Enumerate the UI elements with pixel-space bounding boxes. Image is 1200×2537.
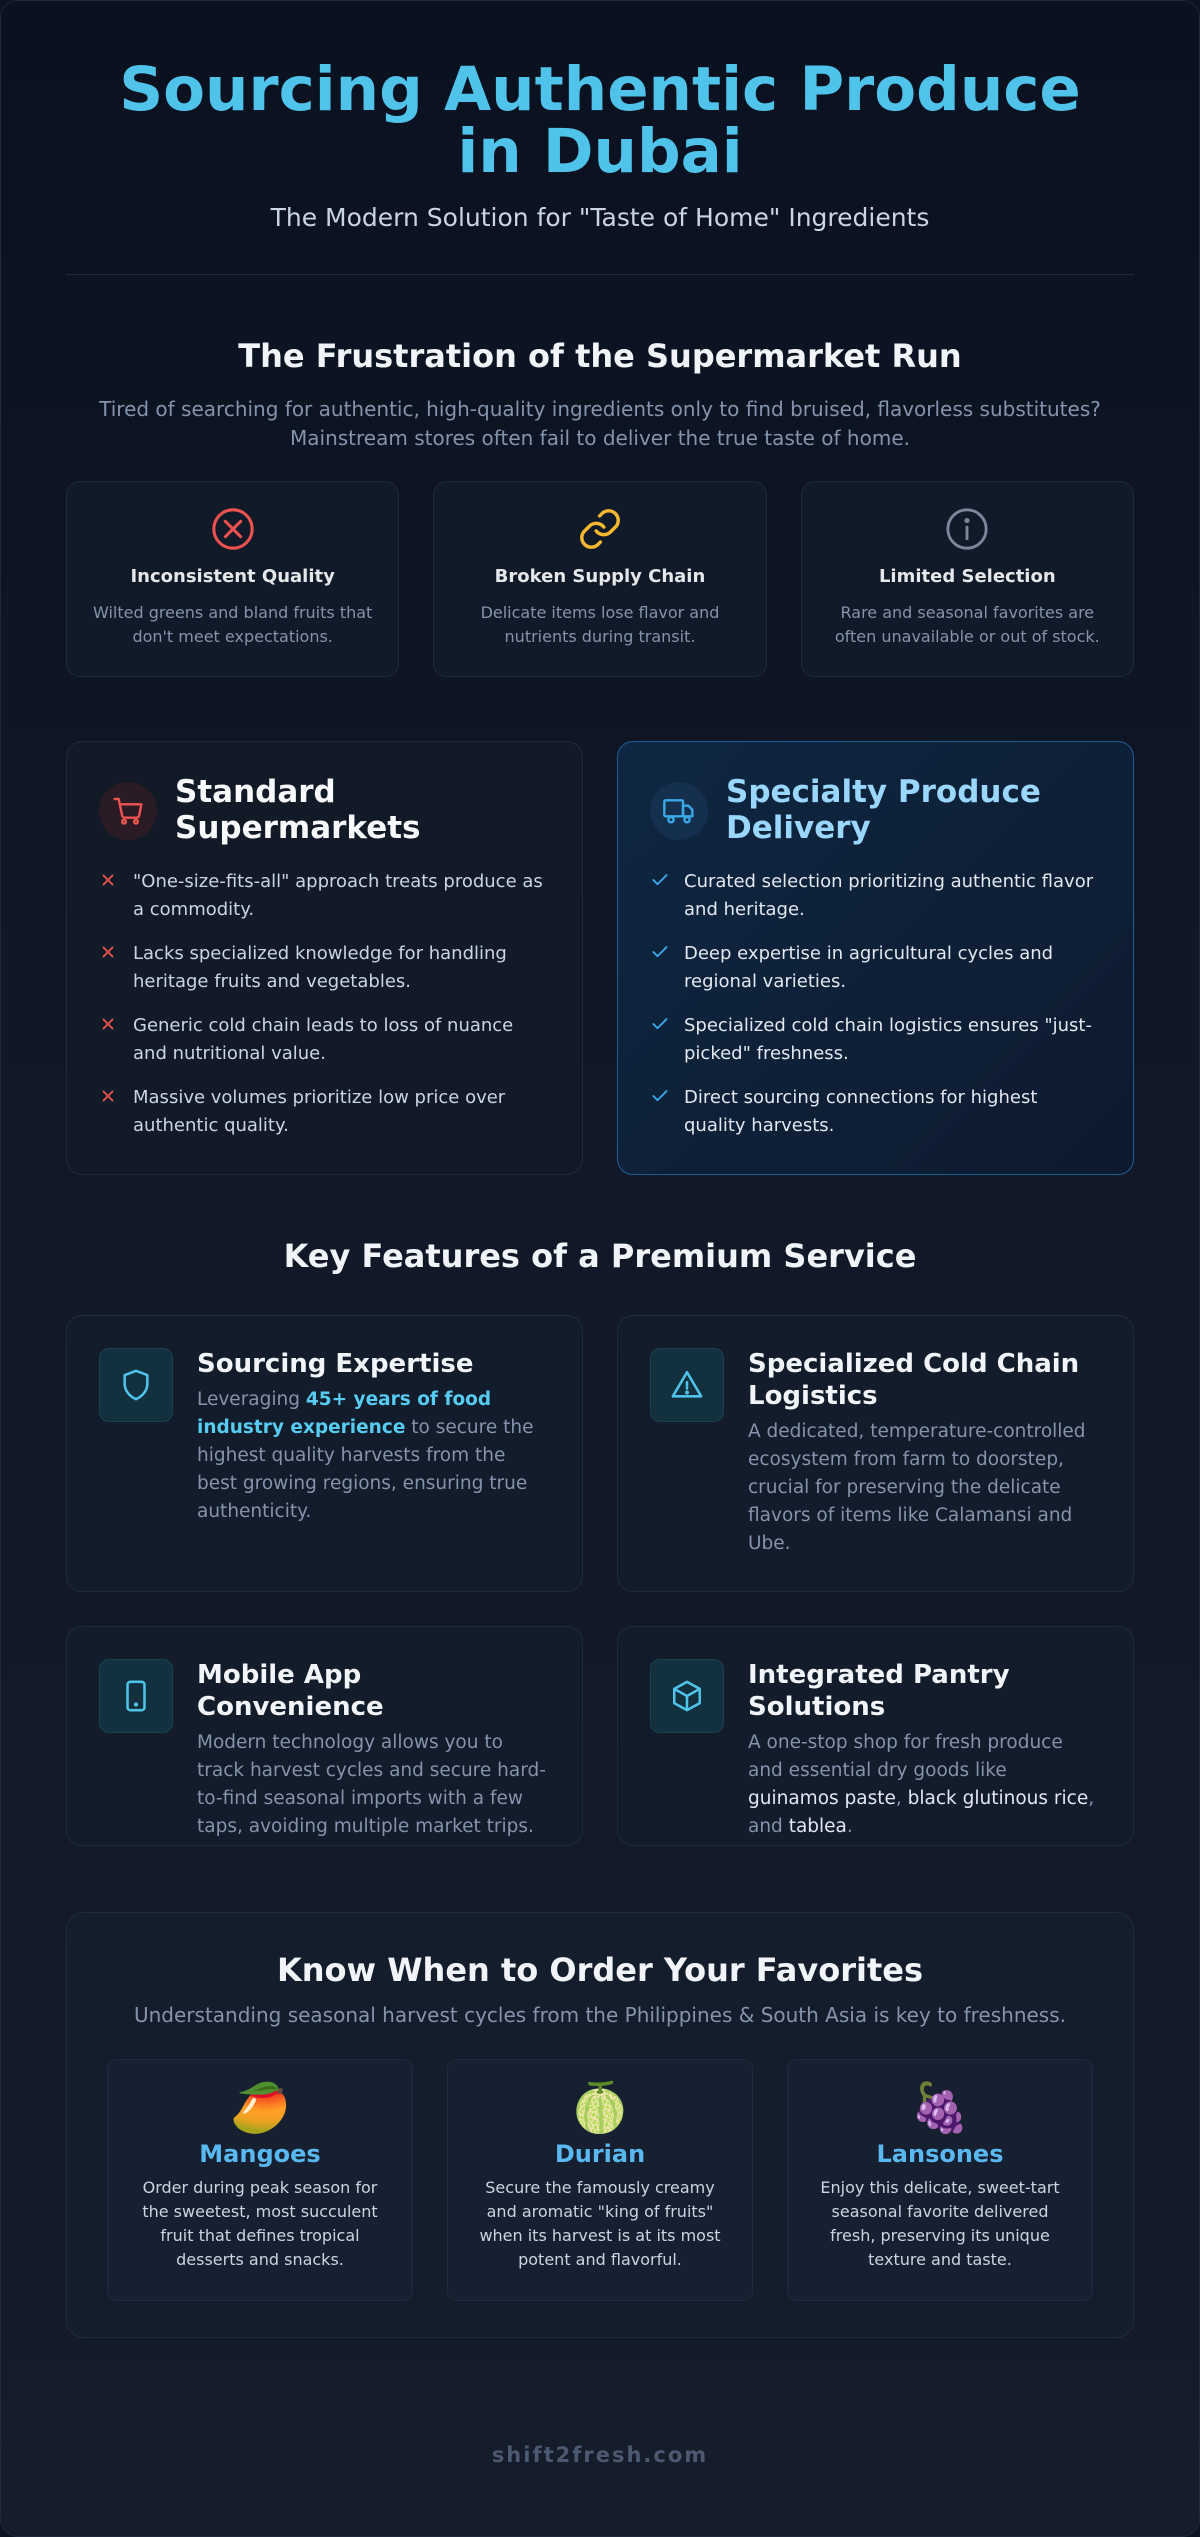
- comparison-section: [66, 741, 1134, 1175]
- feature-card: [617, 1626, 1134, 1846]
- check-icon: [650, 1086, 670, 1106]
- problem-desc: Wilted greens and bland fruits that don't meet expectations.: [93, 603, 373, 646]
- x-circle-icon: [210, 506, 256, 552]
- frustration-title: The Frustration of the Supermarket Run: [238, 337, 962, 375]
- seasonal-title: Know When to Order Your Favorites: [276, 1951, 924, 1989]
- specialty-title: Specialty Produce Delivery: [726, 774, 1041, 846]
- feature-title: Mobile App Convenience: [197, 1660, 384, 1722]
- feature-card: [617, 1315, 1134, 1592]
- fruit-card: [447, 2059, 753, 2301]
- seasonal-lead: Understanding seasonal harvest cycles from the Philippines & South Asia is key to freshness.: [133, 2003, 1066, 2027]
- grapes-icon: 🍇: [910, 2080, 970, 2136]
- divider: [66, 274, 1134, 275]
- hero: [66, 1, 1134, 232]
- cross-icon: [99, 1087, 117, 1105]
- footer-site-name: shift2fresh.com: [491, 2443, 709, 2467]
- frustration-lead: Tired of searching for authentic, high-quality ingredients only to find bruised, flavorless substitutes? Mainstream stores often fail to deliver the true taste of home.: [99, 397, 1101, 450]
- feature-highlight: 45+ years of food industry experience: [197, 1389, 492, 1438]
- feature-desc: A one-stop shop for fresh produce and essential dry goods like guinamos paste, black glutinous rice, and tablea.: [748, 1732, 1095, 1837]
- list-item: Specialized cold chain logistics ensures "just-picked" freshness.: [650, 1012, 1101, 1068]
- fruit-card: [787, 2059, 1093, 2301]
- feature-desc: Modern technology allows you to track harvest cycles and secure hard-to-find seasonal imports with a few taps, avoiding multiple market trips.: [197, 1732, 546, 1837]
- list-item: Massive volumes prioritize low price over authentic quality.: [99, 1084, 550, 1140]
- problem-title: Broken Supply Chain: [494, 566, 706, 587]
- page-title: Sourcing Authentic Produce in Dubai: [119, 54, 1081, 187]
- features-title: Key Features of a Premium Service: [283, 1237, 917, 1275]
- frustration-section: [66, 337, 1134, 677]
- standard-list: [99, 868, 550, 1140]
- cross-icon: [99, 1015, 117, 1033]
- feature-card: [66, 1626, 583, 1846]
- info-icon: [944, 506, 990, 552]
- problem-desc: Rare and seasonal favorites are often unavailable or out of stock.: [834, 603, 1100, 646]
- feature-title: Integrated Pantry Solutions: [748, 1660, 1010, 1722]
- cross-icon: [99, 871, 117, 889]
- features-section: [66, 1237, 1134, 1846]
- warning-triangle-icon: [670, 1368, 704, 1402]
- list-item: "One-size-fits-all" approach treats produce as a commodity.: [99, 868, 550, 924]
- check-icon: [650, 942, 670, 962]
- problem-title: Limited Selection: [878, 566, 1056, 587]
- fruit-card: [107, 2059, 413, 2301]
- check-icon: [650, 1014, 670, 1034]
- list-item: Direct sourcing connections for highest quality harvests.: [650, 1084, 1101, 1140]
- feature-title: Specialized Cold Chain Logistics: [748, 1349, 1080, 1411]
- problem-desc: Delicate items lose flavor and nutrients during transit.: [480, 603, 720, 646]
- fruit-name: Lansones: [876, 2140, 1004, 2168]
- cross-icon: [99, 943, 117, 961]
- feature-desc: Leveraging 45+ years of food industry experience to secure the highest quality harvests from the best growing regions, ensuring true authenticity.: [197, 1389, 534, 1522]
- feature-title: Sourcing Expertise: [197, 1349, 474, 1379]
- truck-icon: [663, 795, 695, 827]
- fruit-name: Mangoes: [199, 2140, 321, 2168]
- problem-card: [66, 481, 399, 677]
- fruit-name: Durian: [554, 2140, 646, 2168]
- cart-icon: [112, 795, 144, 827]
- standard-supermarkets-card: [66, 741, 583, 1175]
- specialty-delivery-card: [617, 741, 1134, 1175]
- seasonal-section: [66, 1912, 1134, 2338]
- problem-cards: [66, 481, 1134, 677]
- mango-icon: 🥭: [230, 2080, 290, 2136]
- tablet-icon: [119, 1679, 153, 1713]
- box-icon: [670, 1679, 704, 1713]
- shield-icon: [119, 1368, 153, 1402]
- durian-icon: 🍈: [570, 2080, 630, 2136]
- list-item: Lacks specialized knowledge for handling heritage fruits and vegetables.: [99, 940, 550, 996]
- list-item: Deep expertise in agricultural cycles and regional varieties.: [650, 940, 1101, 996]
- problem-title: Inconsistent Quality: [130, 566, 335, 587]
- link-icon: [577, 506, 623, 552]
- feature-desc: A dedicated, temperature-controlled ecosystem from farm to doorstep, crucial for preserving the delicate flavors of items like Calamansi and Ube.: [748, 1421, 1086, 1554]
- check-icon: [650, 870, 670, 890]
- list-item: Curated selection prioritizing authentic flavor and heritage.: [650, 868, 1101, 924]
- fruit-desc: Order during peak season for the sweetest, most succulent fruit that defines tropical desserts and snacks.: [142, 2178, 378, 2269]
- standard-title: Standard Supermarkets: [175, 774, 421, 846]
- problem-card: [801, 481, 1134, 677]
- feature-card: [66, 1315, 583, 1592]
- specialty-list: [650, 868, 1101, 1140]
- problem-card: [433, 481, 766, 677]
- list-item: Generic cold chain leads to loss of nuance and nutritional value.: [99, 1012, 550, 1068]
- fruit-desc: Enjoy this delicate, sweet-tart seasonal favorite delivered fresh, preserving its unique texture and taste.: [820, 2178, 1060, 2269]
- fruit-desc: Secure the famously creamy and aromatic "king of fruits" when its harvest is at its most potent and flavorful.: [479, 2178, 721, 2269]
- page-subtitle: The Modern Solution for "Taste of Home" Ingredients: [270, 203, 930, 232]
